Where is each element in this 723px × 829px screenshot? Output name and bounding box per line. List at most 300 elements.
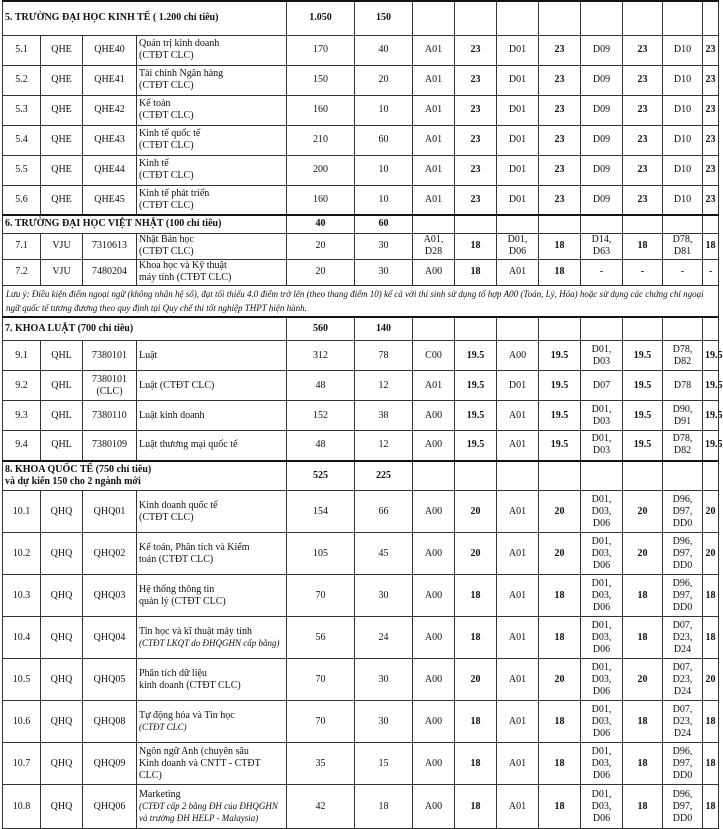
quota-a: 152 <box>287 401 355 431</box>
min-score-3: 18 <box>623 617 663 659</box>
min-score-1: 19.5 <box>455 401 497 431</box>
min-score-1: 18 <box>455 233 497 259</box>
table-row <box>3 155 719 185</box>
subject-combo-3: D09 <box>581 185 623 215</box>
quota-b: 20 <box>355 65 413 95</box>
row-number: 10.7 <box>3 743 41 785</box>
subject-combo-3: D01, D03, D06 <box>581 785 623 829</box>
program-code: 7380101 (CLC) <box>83 371 137 401</box>
min-score-2: 18 <box>539 259 581 285</box>
section-quota-a: 1.050 <box>287 1 355 35</box>
min-score-3: - <box>623 259 663 285</box>
empty-cell <box>413 317 455 341</box>
min-score-1: 20 <box>455 491 497 533</box>
program-name: Nhật Bản học (CTĐT CLC) <box>137 233 287 259</box>
table-row <box>3 701 719 743</box>
quota-b: 12 <box>355 371 413 401</box>
program-code: 7380109 <box>83 431 137 461</box>
min-score-1: 18 <box>455 743 497 785</box>
min-score-4: 23 <box>703 185 719 215</box>
empty-cell <box>455 1 497 35</box>
admission-table <box>2 0 723 829</box>
min-score-2: 20 <box>539 491 581 533</box>
quota-b: 30 <box>355 659 413 701</box>
quota-a: 35 <box>287 743 355 785</box>
subject-combo-2: D01 <box>497 155 539 185</box>
quota-a: 105 <box>287 533 355 575</box>
table-row <box>3 35 719 65</box>
subject-combo-4: D90, D91 <box>663 401 703 431</box>
section-quota-a: 525 <box>287 461 355 491</box>
min-score-4: 19.5 <box>703 371 719 401</box>
subject-combo-3: D01, D03, D06 <box>581 491 623 533</box>
program-name: Kế toán (CTĐT CLC) <box>137 95 287 125</box>
table-row <box>3 491 719 533</box>
min-score-1: 23 <box>455 35 497 65</box>
subject-combo-2: A01 <box>497 785 539 829</box>
table-row <box>3 371 719 401</box>
subject-combo-2: A01 <box>497 259 539 285</box>
row-number: 9.3 <box>3 401 41 431</box>
quota-a: 42 <box>287 785 355 829</box>
quota-b: 10 <box>355 155 413 185</box>
program-name-note: (CTĐT LKQT do ĐHQGHN cấp bằng) <box>139 637 280 648</box>
section-quota-a: 560 <box>287 317 355 341</box>
program-code: QHQ02 <box>83 533 137 575</box>
program-code: QHE41 <box>83 65 137 95</box>
subject-combo-3: D09 <box>581 35 623 65</box>
min-score-2: 18 <box>539 785 581 829</box>
min-score-1: 18 <box>455 701 497 743</box>
school-code: QHQ <box>41 701 83 743</box>
empty-cell <box>497 317 539 341</box>
program-name-note: (CTĐT CLC) <box>139 721 187 732</box>
quota-b: 24 <box>355 617 413 659</box>
min-score-2: 18 <box>539 743 581 785</box>
min-score-3: 18 <box>623 743 663 785</box>
min-score-1: 23 <box>455 125 497 155</box>
section-header-row <box>3 317 719 341</box>
row-number: 9.4 <box>3 431 41 461</box>
subject-combo-2: D01 <box>497 185 539 215</box>
program-name: Luật <box>137 341 287 371</box>
subject-combo-4: D78 <box>663 371 703 401</box>
section-quota-b: 140 <box>355 317 413 341</box>
subject-combo-4: D10 <box>663 185 703 215</box>
empty-cell <box>455 215 497 233</box>
subject-combo-4: D96, D97, DD0 <box>663 533 703 575</box>
subject-combo-1: A01, D28 <box>413 233 455 259</box>
program-name: Tự động hóa và Tin học (CTĐT CLC) <box>137 701 287 743</box>
subject-combo-4: D96, D97, DD0 <box>663 491 703 533</box>
subject-combo-4: D07, D23, D24 <box>663 659 703 701</box>
program-code: QHQ06 <box>83 785 137 829</box>
program-name: Kinh tế (CTĐT CLC) <box>137 155 287 185</box>
min-score-2: 19.5 <box>539 401 581 431</box>
section-title: 6. TRƯỜNG ĐẠI HỌC VIỆT NHẬT (100 chỉ tiêu) <box>3 215 287 233</box>
empty-cell <box>497 1 539 35</box>
row-number: 5.2 <box>3 65 41 95</box>
min-score-2: 23 <box>539 35 581 65</box>
section-title: 5. TRƯỜNG ĐẠI HỌC KINH TẾ ( 1.200 chỉ tiêu) <box>3 1 287 35</box>
row-number: 5.3 <box>3 95 41 125</box>
subject-combo-1: A01 <box>413 125 455 155</box>
section-note: Lưu ý: Điều kiện điểm ngoại ngữ (không nhân hệ số), đạt tối thiểu 4.0 điểm trở lên (theo thang điểm 10) kể cả với thí sinh sử dụng tổ hợp A00 (Toán, Lý, Hóa) hoặc sử dụng các chứng chỉ ngoại ngữ quốc tế tương đương theo quy định tại Quy chế thi tốt nghiệp THPT hiện hành. <box>3 285 719 317</box>
min-score-4: 18 <box>703 575 719 617</box>
empty-cell <box>455 461 497 491</box>
program-name: Phân tích dữ liệu kinh doanh (CTĐT CLC) <box>137 659 287 701</box>
min-score-2: 23 <box>539 125 581 155</box>
subject-combo-1: A01 <box>413 155 455 185</box>
subject-combo-2: A01 <box>497 575 539 617</box>
empty-cell <box>581 461 623 491</box>
min-score-3: 18 <box>623 785 663 829</box>
min-score-3: 20 <box>623 491 663 533</box>
program-code: QHE40 <box>83 35 137 65</box>
min-score-3: 19.5 <box>623 371 663 401</box>
subject-combo-2: A01 <box>497 491 539 533</box>
min-score-1: 20 <box>455 533 497 575</box>
subject-combo-4: D10 <box>663 95 703 125</box>
min-score-4: 18 <box>703 785 719 829</box>
min-score-2: 23 <box>539 155 581 185</box>
subject-combo-1: A00 <box>413 491 455 533</box>
section-quota-b: 225 <box>355 461 413 491</box>
min-score-4: 18 <box>703 617 719 659</box>
empty-cell <box>413 1 455 35</box>
min-score-2: 18 <box>539 575 581 617</box>
table-row <box>3 659 719 701</box>
min-score-4: 23 <box>703 95 719 125</box>
row-number: 5.5 <box>3 155 41 185</box>
subject-combo-2: D01 <box>497 95 539 125</box>
table-row <box>3 401 719 431</box>
empty-cell <box>581 317 623 341</box>
program-code: 7380101 <box>83 341 137 371</box>
min-score-1: 18 <box>455 259 497 285</box>
empty-cell <box>539 1 581 35</box>
min-score-2: 19.5 <box>539 371 581 401</box>
subject-combo-1: A00 <box>413 659 455 701</box>
subject-combo-2: A01 <box>497 401 539 431</box>
empty-cell <box>413 215 455 233</box>
school-code: QHE <box>41 95 83 125</box>
school-code: QHQ <box>41 617 83 659</box>
program-name-note: (CTĐT cấp 2 bằng ĐH của ĐHQGHN và trường ĐH HELP - Malaysia) <box>139 800 278 823</box>
min-score-4: 23 <box>703 35 719 65</box>
subject-combo-2: D01 <box>497 35 539 65</box>
subject-combo-4: D96, D97, DD0 <box>663 785 703 829</box>
subject-combo-3: D09 <box>581 155 623 185</box>
program-name: Marketing (CTĐT cấp 2 bằng ĐH của ĐHQGHN và trường ĐH HELP - Malaysia) <box>137 785 287 829</box>
min-score-2: 23 <box>539 65 581 95</box>
empty-cell <box>581 215 623 233</box>
min-score-1: 19.5 <box>455 431 497 461</box>
row-number: 5.1 <box>3 35 41 65</box>
min-score-2: 19.5 <box>539 341 581 371</box>
subject-combo-2: A01 <box>497 743 539 785</box>
row-number: 7.1 <box>3 233 41 259</box>
school-code: QHQ <box>41 491 83 533</box>
program-code: QHQ08 <box>83 701 137 743</box>
note-row <box>3 285 719 317</box>
school-code: QHQ <box>41 659 83 701</box>
empty-cell <box>497 461 539 491</box>
section-title: 7. KHOA LUẬT (700 chỉ tiêu) <box>3 317 287 341</box>
row-number: 7.2 <box>3 259 41 285</box>
empty-cell <box>539 317 581 341</box>
subject-combo-4: D07, D23, D24 <box>663 617 703 659</box>
quota-a: 150 <box>287 65 355 95</box>
empty-cell <box>455 317 497 341</box>
min-score-1: 20 <box>455 659 497 701</box>
quota-b: 30 <box>355 575 413 617</box>
section-header-row <box>3 461 719 491</box>
min-score-2: 18 <box>539 617 581 659</box>
min-score-3: 18 <box>623 233 663 259</box>
min-score-3: 19.5 <box>623 431 663 461</box>
subject-combo-2: D01 <box>497 125 539 155</box>
min-score-2: 18 <box>539 233 581 259</box>
subject-combo-3: D01, D03, D06 <box>581 617 623 659</box>
quota-a: 70 <box>287 659 355 701</box>
quota-a: 70 <box>287 701 355 743</box>
subject-combo-1: A00 <box>413 401 455 431</box>
subject-combo-1: A00 <box>413 617 455 659</box>
subject-combo-3: D01, D03 <box>581 431 623 461</box>
table-row <box>3 95 719 125</box>
school-code: QHQ <box>41 533 83 575</box>
min-score-1: 19.5 <box>455 371 497 401</box>
subject-combo-2: A01 <box>497 617 539 659</box>
subject-combo-4: D78, D82 <box>663 341 703 371</box>
quota-b: 66 <box>355 491 413 533</box>
program-code: 7380110 <box>83 401 137 431</box>
min-score-4: 20 <box>703 491 719 533</box>
school-code: QHL <box>41 431 83 461</box>
quota-b: 78 <box>355 341 413 371</box>
empty-cell <box>663 215 703 233</box>
school-code: QHE <box>41 125 83 155</box>
empty-cell <box>703 317 719 341</box>
table-row <box>3 617 719 659</box>
subject-combo-1: A00 <box>413 259 455 285</box>
quota-b: 12 <box>355 431 413 461</box>
section-quota-a: 40 <box>287 215 355 233</box>
subject-combo-1: A00 <box>413 533 455 575</box>
subject-combo-2: A01 <box>497 659 539 701</box>
table-row <box>3 185 719 215</box>
subject-combo-4: - <box>663 259 703 285</box>
subject-combo-3: D09 <box>581 125 623 155</box>
empty-cell <box>413 461 455 491</box>
table-row <box>3 65 719 95</box>
subject-combo-3: D09 <box>581 95 623 125</box>
subject-combo-4: D07, D23, D24 <box>663 701 703 743</box>
min-score-4: 19.5 <box>703 431 719 461</box>
min-score-4: 19.5 <box>703 401 719 431</box>
subject-combo-3: D01, D03, D06 <box>581 533 623 575</box>
subject-combo-1: C00 <box>413 341 455 371</box>
school-code: QHE <box>41 185 83 215</box>
min-score-4: 23 <box>703 65 719 95</box>
subject-combo-3: - <box>581 259 623 285</box>
quota-b: 60 <box>355 125 413 155</box>
row-number: 10.4 <box>3 617 41 659</box>
section-header-row <box>3 1 719 35</box>
school-code: VJU <box>41 259 83 285</box>
min-score-3: 19.5 <box>623 401 663 431</box>
subject-combo-1: A01 <box>413 95 455 125</box>
row-number: 10.5 <box>3 659 41 701</box>
min-score-3: 18 <box>623 575 663 617</box>
min-score-4: 20 <box>703 533 719 575</box>
subject-combo-2: A00 <box>497 341 539 371</box>
table-row <box>3 233 719 259</box>
section-quota-b: 150 <box>355 1 413 35</box>
quota-a: 20 <box>287 233 355 259</box>
quota-a: 20 <box>287 259 355 285</box>
min-score-4: 18 <box>703 233 719 259</box>
quota-b: 30 <box>355 259 413 285</box>
school-code: QHE <box>41 65 83 95</box>
empty-cell <box>623 1 663 35</box>
quota-b: 45 <box>355 533 413 575</box>
program-name: Kinh tế quốc tế (CTĐT CLC) <box>137 125 287 155</box>
subject-combo-4: D96, D97, DD0 <box>663 743 703 785</box>
quota-a: 200 <box>287 155 355 185</box>
school-code: QHE <box>41 35 83 65</box>
empty-cell <box>623 215 663 233</box>
empty-cell <box>663 461 703 491</box>
row-number: 10.6 <box>3 701 41 743</box>
quota-b: 30 <box>355 701 413 743</box>
min-score-1: 23 <box>455 155 497 185</box>
subject-combo-2: D01, D06 <box>497 233 539 259</box>
program-code: QHQ01 <box>83 491 137 533</box>
table-row <box>3 431 719 461</box>
min-score-1: 18 <box>455 617 497 659</box>
min-score-4: 20 <box>703 659 719 701</box>
empty-cell <box>663 1 703 35</box>
quota-a: 210 <box>287 125 355 155</box>
subject-combo-3: D01, D03 <box>581 341 623 371</box>
program-name: Kinh doanh quốc tế (CTĐT CLC) <box>137 491 287 533</box>
subject-combo-4: D78, D81 <box>663 233 703 259</box>
min-score-3: 23 <box>623 185 663 215</box>
subject-combo-1: A00 <box>413 701 455 743</box>
row-number: 9.1 <box>3 341 41 371</box>
empty-cell <box>703 461 719 491</box>
school-code: QHL <box>41 371 83 401</box>
table-row <box>3 259 719 285</box>
quota-a: 312 <box>287 341 355 371</box>
quota-a: 48 <box>287 431 355 461</box>
school-code: QHL <box>41 341 83 371</box>
min-score-2: 23 <box>539 95 581 125</box>
subject-combo-4: D10 <box>663 125 703 155</box>
quota-b: 40 <box>355 35 413 65</box>
min-score-2: 20 <box>539 659 581 701</box>
row-number: 10.3 <box>3 575 41 617</box>
min-score-4: 18 <box>703 743 719 785</box>
row-number: 10.1 <box>3 491 41 533</box>
min-score-3: 19.5 <box>623 341 663 371</box>
min-score-3: 20 <box>623 659 663 701</box>
program-code: QHE44 <box>83 155 137 185</box>
quota-a: 56 <box>287 617 355 659</box>
program-name: Luật kinh doanh <box>137 401 287 431</box>
subject-combo-2: A01 <box>497 701 539 743</box>
program-name: Kinh tế phát triển (CTĐT CLC) <box>137 185 287 215</box>
empty-cell <box>623 317 663 341</box>
table-row <box>3 341 719 371</box>
row-number: 5.4 <box>3 125 41 155</box>
table-row <box>3 743 719 785</box>
empty-cell <box>539 461 581 491</box>
row-number: 10.2 <box>3 533 41 575</box>
program-code: QHQ05 <box>83 659 137 701</box>
school-code: QHQ <box>41 785 83 829</box>
subject-combo-3: D09 <box>581 65 623 95</box>
subject-combo-1: A00 <box>413 431 455 461</box>
section-header-row <box>3 215 719 233</box>
program-name: Quản trị kinh doanh (CTĐT CLC) <box>137 35 287 65</box>
school-code: QHL <box>41 401 83 431</box>
min-score-2: 23 <box>539 185 581 215</box>
quota-a: 160 <box>287 95 355 125</box>
empty-cell <box>497 215 539 233</box>
program-name: Khoa học và Kỹ thuật máy tính (CTĐT CLC) <box>137 259 287 285</box>
program-name: Luật thương mại quốc tế <box>137 431 287 461</box>
school-code: QHQ <box>41 575 83 617</box>
subject-combo-4: D10 <box>663 155 703 185</box>
admission-table-body <box>3 1 723 829</box>
program-name: Ngôn ngữ Anh (chuyên sâu Kinh doanh và CNTT - CTĐT CLC) <box>137 743 287 785</box>
min-score-4: 18 <box>703 701 719 743</box>
subject-combo-2: A01 <box>497 431 539 461</box>
min-score-3: 23 <box>623 125 663 155</box>
school-code: VJU <box>41 233 83 259</box>
empty-cell <box>663 317 703 341</box>
min-score-2: 19.5 <box>539 431 581 461</box>
min-score-4: - <box>703 259 719 285</box>
quota-b: 18 <box>355 785 413 829</box>
quota-a: 160 <box>287 185 355 215</box>
row-number: 9.2 <box>3 371 41 401</box>
min-score-1: 23 <box>455 95 497 125</box>
subject-combo-3: D01, D03, D06 <box>581 575 623 617</box>
min-score-4: 23 <box>703 125 719 155</box>
empty-cell <box>703 1 719 35</box>
min-score-3: 23 <box>623 155 663 185</box>
subject-combo-3: D07 <box>581 371 623 401</box>
subject-combo-4: D10 <box>663 65 703 95</box>
subject-combo-4: D96, D97, DD0 <box>663 575 703 617</box>
empty-cell <box>703 215 719 233</box>
subject-combo-3: D01, D03, D06 <box>581 701 623 743</box>
quota-a: 154 <box>287 491 355 533</box>
subject-combo-3: D01, D03 <box>581 401 623 431</box>
subject-combo-1: A01 <box>413 65 455 95</box>
quota-a: 48 <box>287 371 355 401</box>
subject-combo-1: A01 <box>413 371 455 401</box>
program-code: QHQ03 <box>83 575 137 617</box>
quota-b: 10 <box>355 185 413 215</box>
school-code: QHE <box>41 155 83 185</box>
min-score-1: 18 <box>455 785 497 829</box>
min-score-3: 23 <box>623 35 663 65</box>
